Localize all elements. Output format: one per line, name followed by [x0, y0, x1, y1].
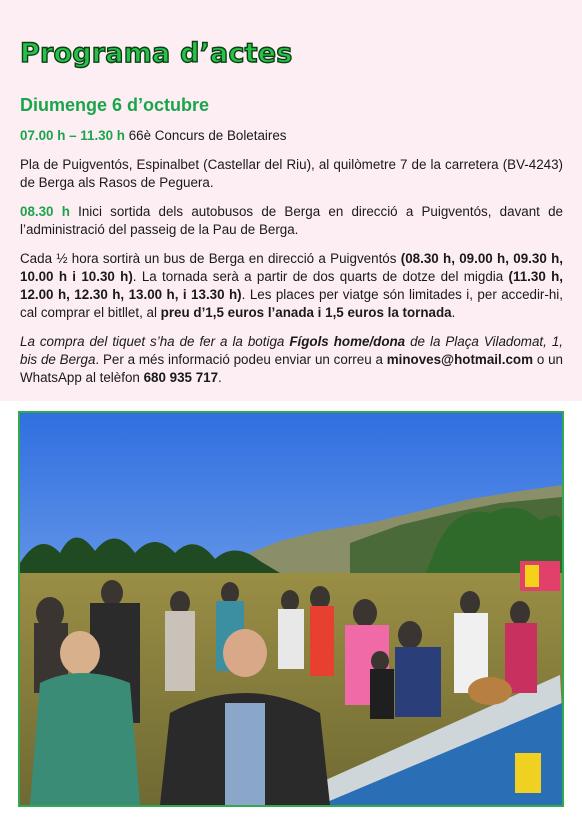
event-date: Diumenge 6 d’octubre: [20, 95, 210, 115]
shop-name: Fígols home/dona: [289, 334, 406, 349]
ticket-price: preu d’1,5 euros l’anada i 1,5 euros la tornada: [160, 305, 452, 320]
item-text: Inici sortida dels autobusos de Berga en direcció a Puigventós, davant de l’administració del passeig de la Pau de Berga.: [20, 204, 563, 237]
program-content: [20, 127, 563, 398]
text-segment: .: [218, 370, 222, 385]
crowd-photo: [18, 411, 564, 807]
ticket-info-paragraph: [20, 333, 563, 387]
contact-phone[interactable]: 680 935 717: [143, 370, 219, 385]
text-segment: . La tornada serà a partir de dos quarts de dotze del migdia: [132, 269, 509, 284]
program-item-contest: [20, 127, 563, 145]
bus-schedule-paragraph: [20, 250, 563, 322]
contact-email[interactable]: minoves@hotmail.com: [386, 352, 533, 367]
program-section: [0, 0, 582, 401]
text-segment: . Les places per viatge són limitades i, per accedir-hi, cal comprar el bitllet, al: [20, 287, 563, 320]
program-item-buses: [20, 203, 563, 239]
return-times: (11.30 h, 12.00 h, 12.30 h, 13.00 h, i 13.30 h): [20, 269, 563, 302]
shop-address: de la Plaça Viladomat, 1, bis de Berga: [20, 334, 563, 367]
page-title: Programa d’actes: [20, 38, 293, 69]
text-segment: . Per a més informació podeu enviar un correu a: [95, 352, 387, 367]
text-segment: o un WhatsApp al telèfon: [20, 352, 563, 385]
location-paragraph: Pla de Puigventós, Espinalbet (Castellar del Riu), al quilòmetre 7 de la carretera (BV-4243) de Berga als Rasos de Peguera.: [20, 157, 563, 190]
departure-times: (08.30 h, 09.00 h, 09.30 h, 10.00 h i 10.30 h): [20, 251, 563, 284]
text-segment: .: [451, 305, 456, 320]
item-text: 66è Concurs de Boletaires: [124, 128, 287, 143]
time-label: 07.00 h – 11.30 h: [20, 128, 125, 143]
crowd-photo-icon: [20, 413, 562, 805]
time-label: 08.30 h: [20, 204, 70, 219]
text-segment: La compra del tiquet s’ha de fer a la botiga: [20, 334, 290, 349]
text-segment: Cada ½ hora sortirà un bus de Berga en direcció a Puigventós: [20, 251, 401, 266]
